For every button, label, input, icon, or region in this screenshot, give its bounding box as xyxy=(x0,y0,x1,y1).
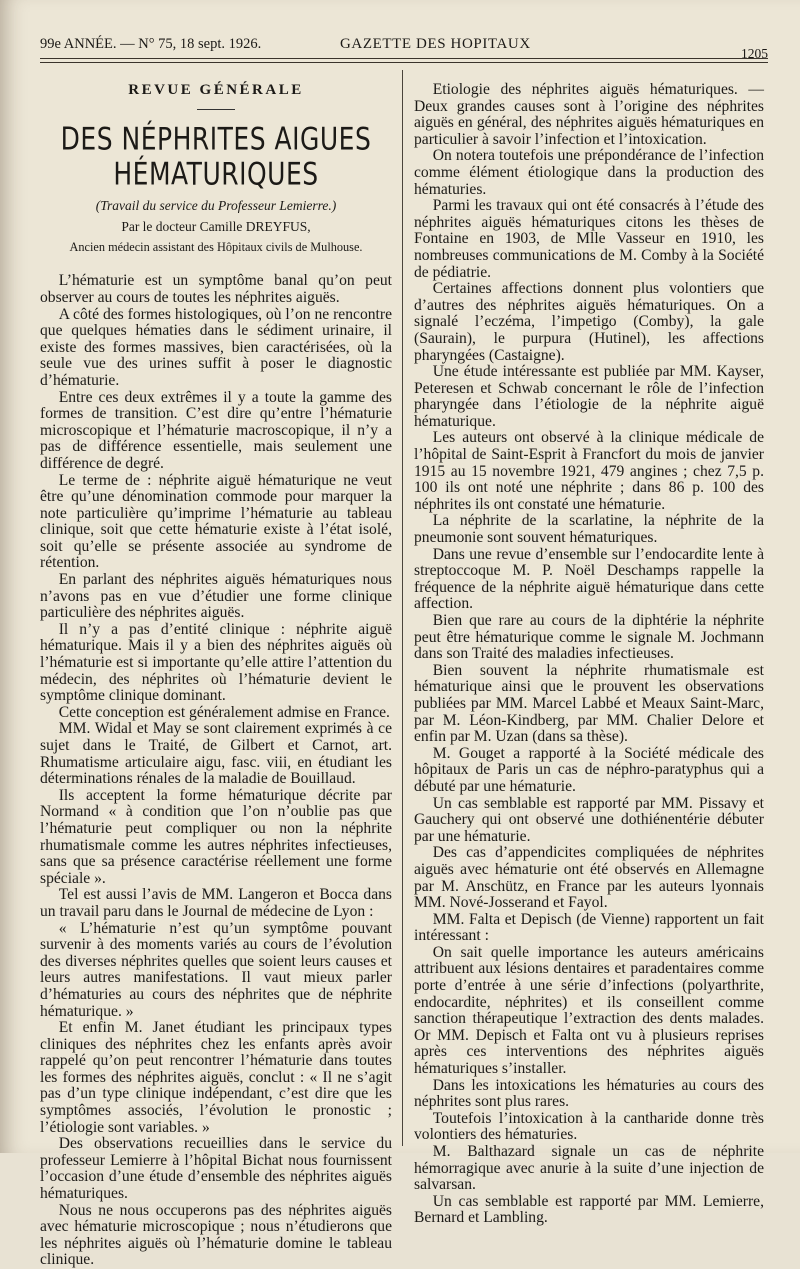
section-divider xyxy=(197,109,235,110)
paragraph: Ils acceptent la forme hématurique décrite par Normand « à condition que l’on n’oublie pas que l’hématurie peut compliquer ou non la néphrite rhumatismale comme les autres néphrites infectieuses, sans que sa présence caractérise réellement une forme spéciale ». xyxy=(40,786,392,887)
header-rule-bottom xyxy=(40,62,768,63)
paragraph: La néphrite de la scarlatine, la néphrite de la pneumonie sont souvent hématuriques. xyxy=(414,512,764,547)
paragraph: Nous ne nous occuperons pas des néphrites aiguës avec hématurie microscopique ; nous n’étudierons que les néphrites aiguës où l’hématurie domine le tableau clinique. xyxy=(40,1201,392,1269)
right-column xyxy=(414,82,764,1227)
journal-name: GAZETTE DES HOPITAUX xyxy=(340,36,531,52)
author-affiliation: Ancien médecin assistant des Hôpitaux civils de Mulhouse. xyxy=(69,239,363,254)
paragraph: Le terme de : néphrite aiguë hématurique ne veut être qu’une dénomination commode pour marquer la note particulière qu’imprime l’hématurie au tableau clinique, soit que cette hématurie existe à l’état isolé, soit qu’elle se présente associée au syndrome de rétention. xyxy=(40,471,392,572)
paragraph: On sait quelle importance les auteurs américains attribuent aux lésions dentaires et paradentaires comme porte d’entrée à une série d’infections (polyarthrite, endocardite, néphrites) et ils conseillent comme sanction thérapeutique l’extraction des dents malades. Or MM. Depisch et Falta ont vu à plusieurs reprises après ces interventions des néphrites aiguës hématuriques s’installer. xyxy=(414,943,764,1078)
paragraph: Bien souvent la néphrite rhumatismale est hématurique ainsi que le prouvent les observations publiées par MM. Marcel Labbé et Meaux Saint-Marc, par M. Léon-Kindberg, par MM. Chalier Delore et enfin par M. Uzan (dans sa thèse). xyxy=(414,661,764,746)
paragraph: On notera toutefois une prépondérance de l’infection comme élément étiologique dans la production des hématuries. xyxy=(414,147,764,198)
left-column xyxy=(40,76,392,1269)
paragraph: Parmi les travaux qui ont été consacrés à l’étude des néphrites aiguës hématuriques citons les thèses de Fontaine en 1903, de Mlle Vasseur en 1910, les nombreuses communications de M. Comby à la Société de pédiatrie. xyxy=(414,197,764,281)
paragraph: Des observations recueillies dans le service du professeur Lemierre à l’hôpital Bichat nous fournissent l’occasion d’une étude d’ensemble des néphrites aiguës hématuriques. xyxy=(40,1135,392,1203)
header-rule-top xyxy=(40,58,768,59)
page-header xyxy=(40,36,768,60)
paragraph: Des cas d’appendicites compliquées de néphrites aiguës avec hématurie ont été observés en Allemagne par M. Anschütz, en France par les auteurs lyonnais MM. Nové-Josserand et Fayol. xyxy=(414,844,764,912)
paragraph: Bien que rare au cours de la diphtérie la néphrite peut être hématurique comme le signale M. Jochmann dans son Traité des maladies infectieuses. xyxy=(414,612,764,663)
paragraph: Certaines affections donnent plus volontiers que d’autres des néphrites aiguës hématuriques. On a signalé l’eczéma, l’impetigo (Comby), la gale (Saurain), le purpura (Hutinel), les affections pharyngées (Castaigne). xyxy=(414,280,764,364)
paragraph: M. Balthazard signale un cas de néphrite hémorragique avec anurie à la suite d’une injection de salvarsan. xyxy=(414,1143,764,1194)
paragraph: Toutefois l’intoxication à la cantharide donne très volontiers des hématuries. xyxy=(414,1109,764,1144)
issue-line: 99e ANNÉE. — N° 75, 18 sept. 1926. xyxy=(40,36,262,52)
paragraph: MM. Widal et May se sont clairement exprimés à ce sujet dans le Traité, de Gilbert et Carnot, art. Rhumatisme articulaire aigu, fasc. viii, en étudiant les déterminations rénales de la maladie de Bouillaud. xyxy=(40,720,392,788)
article-title: DES NÉPHRITES AIGUES HÉMATURIQUES xyxy=(60,120,372,192)
quotation-paragraph: « L’hématurie n’est qu’un symptôme pouvant survenir à des moments variés au cours de l’évolution des diverses néphrites quelles que soient leurs causes et leurs autres manifestations. Il vaut mieux parler d’hématuries au cours des néphrites que de néphrite hématurique. » xyxy=(40,919,392,1020)
paragraph: M. Gouget a rapporté à la Société médicale des hôpitaux de Paris un cas de néphro-paratyphus qui a débuté par une hématurie. xyxy=(414,744,764,795)
article-service-note: (Travail du service du Professeur Lemierre.) xyxy=(95,197,337,213)
column-divider xyxy=(402,70,403,1146)
page-number: 1205 xyxy=(741,46,768,61)
paragraph: Tel est aussi l’avis de MM. Langeron et Bocca dans un travail paru dans le Journal de médecine de Lyon : xyxy=(40,886,392,920)
article-author: Par le docteur Camille DREYFUS, xyxy=(121,219,311,235)
paragraph: Un cas semblable est rapporté par MM. Pissavy et Gauchery qui ont observé une dothiénentérie débuter par une hématurie. xyxy=(414,794,764,845)
paragraph: Dans une revue d’ensemble sur l’endocardite lente à streptoccoque M. P. Noël Deschamps rappelle la fréquence de la néphrite aiguë hématurique dans cette affection. xyxy=(414,545,764,613)
paragraph: Une étude intéressante est publiée par MM. Kayser, Peteresen et Schwab concernant le rôle de l’infection pharyngée dans l’étiologie de la néphrite aiguë hématurique. xyxy=(414,363,764,430)
paragraph: A côté des formes histologiques, où l’on ne rencontre que quelques hématies dans le sédiment urinaire, il existe des formes massives, bien caractérisées, où la seule vue des urines suffit à poser le diagnostic d’hématurie. xyxy=(40,305,392,389)
paragraph: L’hématurie est un symptôme banal qu’on peut observer au cours de toutes les néphrites aiguës. xyxy=(40,272,392,306)
paragraph: Un cas semblable est rapporté par MM. Lemierre, Bernard et Lambling. xyxy=(414,1192,764,1227)
subsection-paragraph: Etiologie des néphrites aiguës hématuriques. — Deux grandes causes sont à l’origine des néphrites aiguës en général, des néphrites aiguës hématuriques en particulier à savoir l’infection et l’intoxication. xyxy=(414,81,764,148)
paragraph: Et enfin M. Janet étudiant les principaux types cliniques des néphrites chez les enfants après avoir rappelé qu’on peut rencontrer l’hématurie dans toutes les formes des néphrites aiguës, conclut : « Il ne s’agit pas d’un type clinique indépendant, c’est dire que les symptômes associés, l’évolution le pronostic ; l’étiologie sont variables. » xyxy=(40,1019,392,1136)
paragraph: Il n’y a pas d’entité clinique : néphrite aiguë hématurique. Mais il y a bien des néphrites aiguës où l’hématurie est si importante qu’elle attire l’attention du médecin, des néphrites où l’hématurie devient le symptôme clinique dominant. xyxy=(40,620,392,705)
section-heading: REVUE GÉNÉRALE xyxy=(128,82,304,98)
paragraph: Entre ces deux extrêmes il y a toute la gamme des formes de transition. C’est dire qu’entre l’hématurie microscopique et l’hématurie macroscopique, il n’y a pas de différence essentielle, mais seulement une différence de degré. xyxy=(40,388,392,472)
paragraph: En parlant des néphrites aiguës hématuriques nous n’avons pas en vue d’étudier une forme clinique particulière des néphrites aiguës. xyxy=(40,571,392,622)
paragraph: Dans les intoxications les hématuries au cours des néphrites sont plus rares. xyxy=(414,1076,764,1111)
paragraph: Cette conception est généralement admise en France. xyxy=(58,703,390,721)
paragraph: MM. Falta et Depisch (de Vienne) rapportent un fait intéressant : xyxy=(414,910,764,945)
paragraph: Les auteurs ont observé à la clinique médicale de l’hôpital de Saint-Esprit à Francfort du mois de janvier 1915 au 15 novembre 1921, 479 angines ; chez 7,5 p. 100 ils ont noté une néphrite ; dans 86 p. 100 des néphrites ils ont constaté une hématurie. xyxy=(414,429,764,513)
